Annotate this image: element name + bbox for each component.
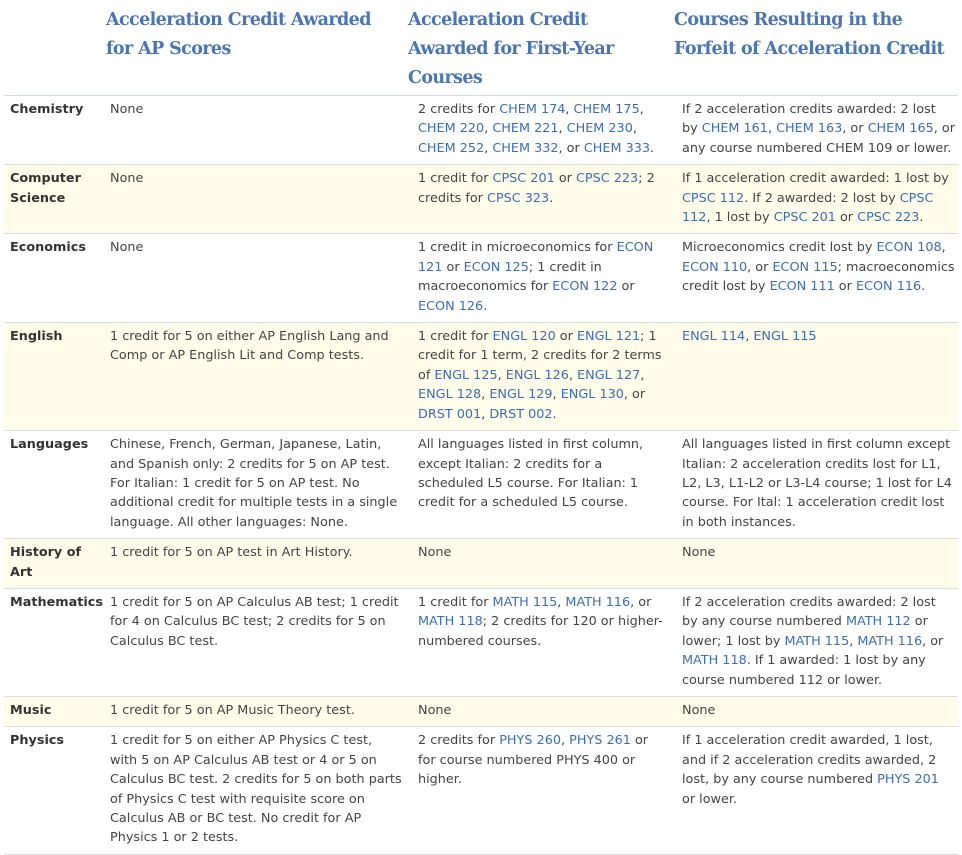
course-link[interactable]: CHEM 174 xyxy=(499,102,566,117)
header-forfeit-courses: Courses Resulting in the Forfeit of Acceleration Credit xyxy=(672,0,958,96)
cell-text: , xyxy=(558,121,567,137)
cell-text: , or xyxy=(558,140,584,156)
cell-text: Microeconomics credit lost by xyxy=(682,240,877,256)
course-link[interactable]: CPSC 223 xyxy=(575,171,639,187)
table-row xyxy=(4,234,958,323)
subject-cell: Music xyxy=(4,696,104,726)
first-year-credit-cell xyxy=(406,234,672,323)
first-year-credit-cell xyxy=(406,727,672,854)
table-row xyxy=(4,539,958,589)
course-link[interactable]: ENGL 127 xyxy=(577,367,641,383)
header-first-year-courses: Acceleration Credit Awarded for First-Year Courses xyxy=(406,0,672,96)
cell-text: 1 credit for xyxy=(418,171,493,187)
course-link[interactable]: ENGL 125 xyxy=(434,367,498,383)
ap-credit-cell xyxy=(104,165,406,234)
cell-text: , xyxy=(941,240,946,256)
cell-text: or xyxy=(554,171,576,187)
cell-text: , xyxy=(849,633,858,649)
course-link[interactable]: ENGL 115 xyxy=(753,329,817,345)
cell-text: , xyxy=(557,594,566,610)
first-year-credit-cell xyxy=(406,323,672,431)
ap-credit-cell xyxy=(104,431,406,539)
table-row xyxy=(4,323,958,431)
cell-text: , or xyxy=(623,387,646,403)
cell-text: , or any course numbered CHEM 109 or lower. xyxy=(682,121,955,156)
course-link[interactable]: ECON 126 xyxy=(418,298,484,314)
cell-text: , xyxy=(565,102,574,117)
table-header xyxy=(4,0,958,96)
cell-text: If 2 acceleration credits awarded: 2 lost by any course numbered xyxy=(682,594,936,630)
subject-cell: History of Art xyxy=(4,539,104,589)
course-link[interactable]: ENGL 114 xyxy=(682,329,746,345)
course-link[interactable]: CPSC 323 xyxy=(486,190,550,206)
cell-text: , xyxy=(481,406,490,422)
course-link[interactable]: CPSC 112 xyxy=(682,190,745,206)
course-link[interactable]: ECON 122 xyxy=(552,279,618,295)
cell-text: , or xyxy=(922,633,944,649)
subject-cell: English xyxy=(4,323,104,431)
header-subject xyxy=(4,0,104,96)
course-link[interactable]: ENGL 121 xyxy=(576,329,641,345)
subject-cell: Languages xyxy=(4,431,104,539)
course-link[interactable]: ECON 108 xyxy=(876,240,942,256)
cell-text: 1 credit for xyxy=(418,594,493,610)
course-link[interactable]: CPSC 223 xyxy=(857,210,920,226)
cell-text: ; 2 credits for xyxy=(418,171,655,206)
course-link[interactable]: MATH 118 xyxy=(682,653,747,669)
cell-text: . xyxy=(483,298,488,314)
forfeit-cell xyxy=(672,588,958,696)
cell-text: . If 2 awarded: 2 lost by xyxy=(744,190,900,206)
cell-text: 2 credits for xyxy=(418,733,500,749)
cell-text: , xyxy=(640,367,645,383)
cell-text: Chinese, French, German, Japanese, Latin, and Spanish only: 2 credits for 5 on AP test. For Italian: 1 credit for 5 on AP test. No additional credit for multiple tests in a single language. All other languages: None. xyxy=(110,437,398,530)
table-row xyxy=(4,696,958,726)
course-link[interactable]: ECON 125 xyxy=(463,259,529,275)
cell-text: . If 1 awarded: 1 lost by any course numbered 112 or lower. xyxy=(682,653,926,688)
forfeit-cell xyxy=(672,234,958,323)
cell-text: , xyxy=(484,121,493,137)
table-row xyxy=(4,96,958,165)
cell-text: , or xyxy=(842,121,868,137)
cell-text: , xyxy=(568,367,578,383)
course-link[interactable]: ECON 111 xyxy=(769,279,835,295)
course-link[interactable]: ENGL 120 xyxy=(492,329,556,345)
cell-text: , xyxy=(639,102,644,117)
cell-text: 1 credit for 5 on AP Calculus AB test; 1 credit for 4 on Calculus BC test; 2 credits for 5 on Calculus BC test. xyxy=(110,594,399,649)
ap-credit-cell xyxy=(104,234,406,323)
cell-text: ; 2 credits for 120 or higher-numbered courses. xyxy=(418,614,663,649)
table-row xyxy=(4,727,958,854)
cell-text: ; 1 credit in macroeconomics for xyxy=(418,259,602,295)
cell-text: 1 credit for 5 on either AP English Lang and Comp or AP English Lit and Comp tests. xyxy=(110,329,389,364)
first-year-credit-cell xyxy=(406,696,672,726)
course-link[interactable]: PHYS 201 xyxy=(877,772,939,788)
course-link[interactable]: CHEM 175 xyxy=(573,102,640,117)
subject-cell: Economics xyxy=(4,234,104,323)
course-link[interactable]: CHEM 165 xyxy=(867,121,934,137)
cell-text: , xyxy=(745,329,754,345)
cell-text: None xyxy=(418,545,452,561)
course-link[interactable]: MATH 112 xyxy=(845,614,911,630)
cell-text: . xyxy=(919,210,924,226)
cell-text: or xyxy=(617,279,635,295)
forfeit-cell xyxy=(672,96,958,165)
cell-text: . xyxy=(921,279,926,295)
cell-text: . xyxy=(549,190,554,206)
course-link[interactable]: MATH 115 xyxy=(784,633,850,649)
cell-text: 1 credit for xyxy=(418,329,493,345)
cell-text: None xyxy=(418,702,452,718)
cell-text: , 1 lost by xyxy=(706,210,774,226)
course-link[interactable]: MATH 116 xyxy=(565,594,631,610)
course-link[interactable]: CHEM 332 xyxy=(492,140,559,156)
course-link[interactable]: ECON 110 xyxy=(682,259,748,275)
subject-cell: Physics xyxy=(4,727,104,854)
cell-text: None xyxy=(682,702,716,718)
course-link[interactable]: CPSC 112 xyxy=(682,190,934,226)
course-link[interactable]: CPSC 201 xyxy=(492,171,555,187)
course-link[interactable]: MATH 116 xyxy=(857,633,923,649)
cell-text: If 2 acceleration credits awarded: 2 lost by xyxy=(682,102,936,137)
forfeit-cell xyxy=(672,165,958,234)
cell-text: 1 credit for 5 on AP test in Art History. xyxy=(110,545,353,561)
course-link[interactable]: CHEM 252 xyxy=(418,140,485,156)
cell-text: . xyxy=(650,140,655,156)
cell-text: All languages listed in first column except Italian: 2 acceleration credits lost for L1, L2, L3, L1-L2 or L3-L4 course; 1 lost for L4 course. For Ital: 1 acceleration credit lost in both instances. xyxy=(682,437,952,530)
cell-text: If 1 acceleration credit awarded: 1 lost by xyxy=(682,171,949,187)
cell-text: , xyxy=(484,140,493,156)
cell-text: 1 credit in microeconomics for xyxy=(418,240,617,256)
cell-text: None xyxy=(682,545,716,561)
cell-text: , xyxy=(767,121,777,137)
cell-text: ; macroeconomics credit lost by xyxy=(682,259,955,295)
first-year-credit-cell xyxy=(406,539,672,589)
table-row xyxy=(4,588,958,696)
course-link[interactable]: CHEM 220 xyxy=(418,121,485,137)
cell-text: ; 1 credit for 1 term, 2 credits for 2 terms of xyxy=(418,329,662,383)
forfeit-cell xyxy=(672,431,958,539)
course-link[interactable]: CPSC 201 xyxy=(773,210,836,226)
forfeit-cell xyxy=(672,539,958,589)
ap-credit-cell xyxy=(104,539,406,589)
cell-text: 1 credit for 5 on AP Music Theory test. xyxy=(110,702,355,718)
table-row xyxy=(4,165,958,234)
cell-text: , xyxy=(632,121,637,137)
subject-cell: Computer Science xyxy=(4,165,104,234)
course-link[interactable]: ECON 115 xyxy=(772,259,838,275)
cell-text: 2 credits for xyxy=(418,102,500,117)
table-body xyxy=(4,96,958,855)
course-link[interactable]: CHEM 230 xyxy=(566,121,633,137)
cell-text: or for course numbered PHYS 400 or higher. xyxy=(418,733,649,788)
cell-text: None xyxy=(110,171,144,187)
course-link[interactable]: ENGL 126 xyxy=(505,367,569,383)
first-year-credit-cell xyxy=(406,588,672,696)
course-link[interactable]: ENGL 128 xyxy=(418,387,482,403)
subject-cell: Chemistry xyxy=(4,96,104,165)
course-link[interactable]: MATH 115 xyxy=(492,594,558,610)
first-year-credit-cell xyxy=(406,165,672,234)
ap-credit-cell xyxy=(104,96,406,165)
table-row xyxy=(4,431,958,539)
course-link[interactable]: CHEM 163 xyxy=(776,121,843,137)
ap-credit-table xyxy=(4,0,958,855)
cell-text: All languages listed in first column, except Italian: 2 credits for a scheduled L5 course. For Italian: 1 credit for a scheduled L5 course. xyxy=(418,437,644,511)
cell-text: or lower; 1 lost by xyxy=(682,614,928,649)
course-link[interactable]: CHEM 221 xyxy=(492,121,559,137)
cell-text: or xyxy=(555,329,577,345)
course-link[interactable]: ECON 121 xyxy=(418,240,654,275)
cell-text: . xyxy=(552,406,557,422)
ap-credit-cell xyxy=(104,727,406,854)
cell-text: , or xyxy=(630,594,652,610)
first-year-credit-cell xyxy=(406,96,672,165)
course-link[interactable]: ENGL 130 xyxy=(560,387,624,403)
cell-text: None xyxy=(110,102,144,117)
forfeit-cell xyxy=(672,696,958,726)
cell-text: , or xyxy=(747,259,773,275)
forfeit-cell xyxy=(672,323,958,431)
subject-cell: Mathematics xyxy=(4,588,104,696)
course-link[interactable]: MATH 118 xyxy=(418,614,483,630)
ap-credit-cell xyxy=(104,588,406,696)
cell-text: , xyxy=(552,387,561,403)
ap-credit-cell xyxy=(104,696,406,726)
header-ap-scores: Acceleration Credit Awarded for AP Scores xyxy=(104,0,406,96)
course-link[interactable]: PHYS 261 xyxy=(569,733,631,749)
cell-text: , xyxy=(497,367,506,383)
course-link[interactable]: ENGL 129 xyxy=(489,387,553,403)
forfeit-cell xyxy=(672,727,958,854)
cell-text: , xyxy=(560,733,570,749)
cell-text: or xyxy=(835,210,858,226)
cell-text: 1 credit for 5 on either AP Physics C test, with 5 on AP Calculus AB test or 4 or 5 on Calculus BC test. 2 credits for 5 on both parts of Physics C test with requisite score on Calculus AB or BC test. No credit for AP Physics 1 or 2 tests. xyxy=(110,733,402,846)
cell-text: If 1 acceleration credit awarded, 1 lost, and if 2 acceleration credits awarded, 2 lost, by any course numbered xyxy=(682,733,937,788)
course-link[interactable]: DRST 002 xyxy=(489,406,553,422)
course-link[interactable]: CHEM 161 xyxy=(701,121,768,137)
cell-text: , xyxy=(481,387,490,403)
cell-text: or xyxy=(442,259,464,275)
course-link[interactable]: DRST 001 xyxy=(418,406,482,422)
course-link[interactable]: CHEM 333 xyxy=(583,140,650,156)
header-row xyxy=(4,0,958,96)
first-year-credit-cell xyxy=(406,431,672,539)
cell-text: or lower. xyxy=(682,791,738,807)
ap-credit-cell xyxy=(104,323,406,431)
cell-text: None xyxy=(110,240,144,256)
course-link[interactable]: ECON 116 xyxy=(855,279,922,295)
course-link[interactable]: PHYS 260 xyxy=(499,733,561,749)
cell-text: or xyxy=(834,279,856,295)
